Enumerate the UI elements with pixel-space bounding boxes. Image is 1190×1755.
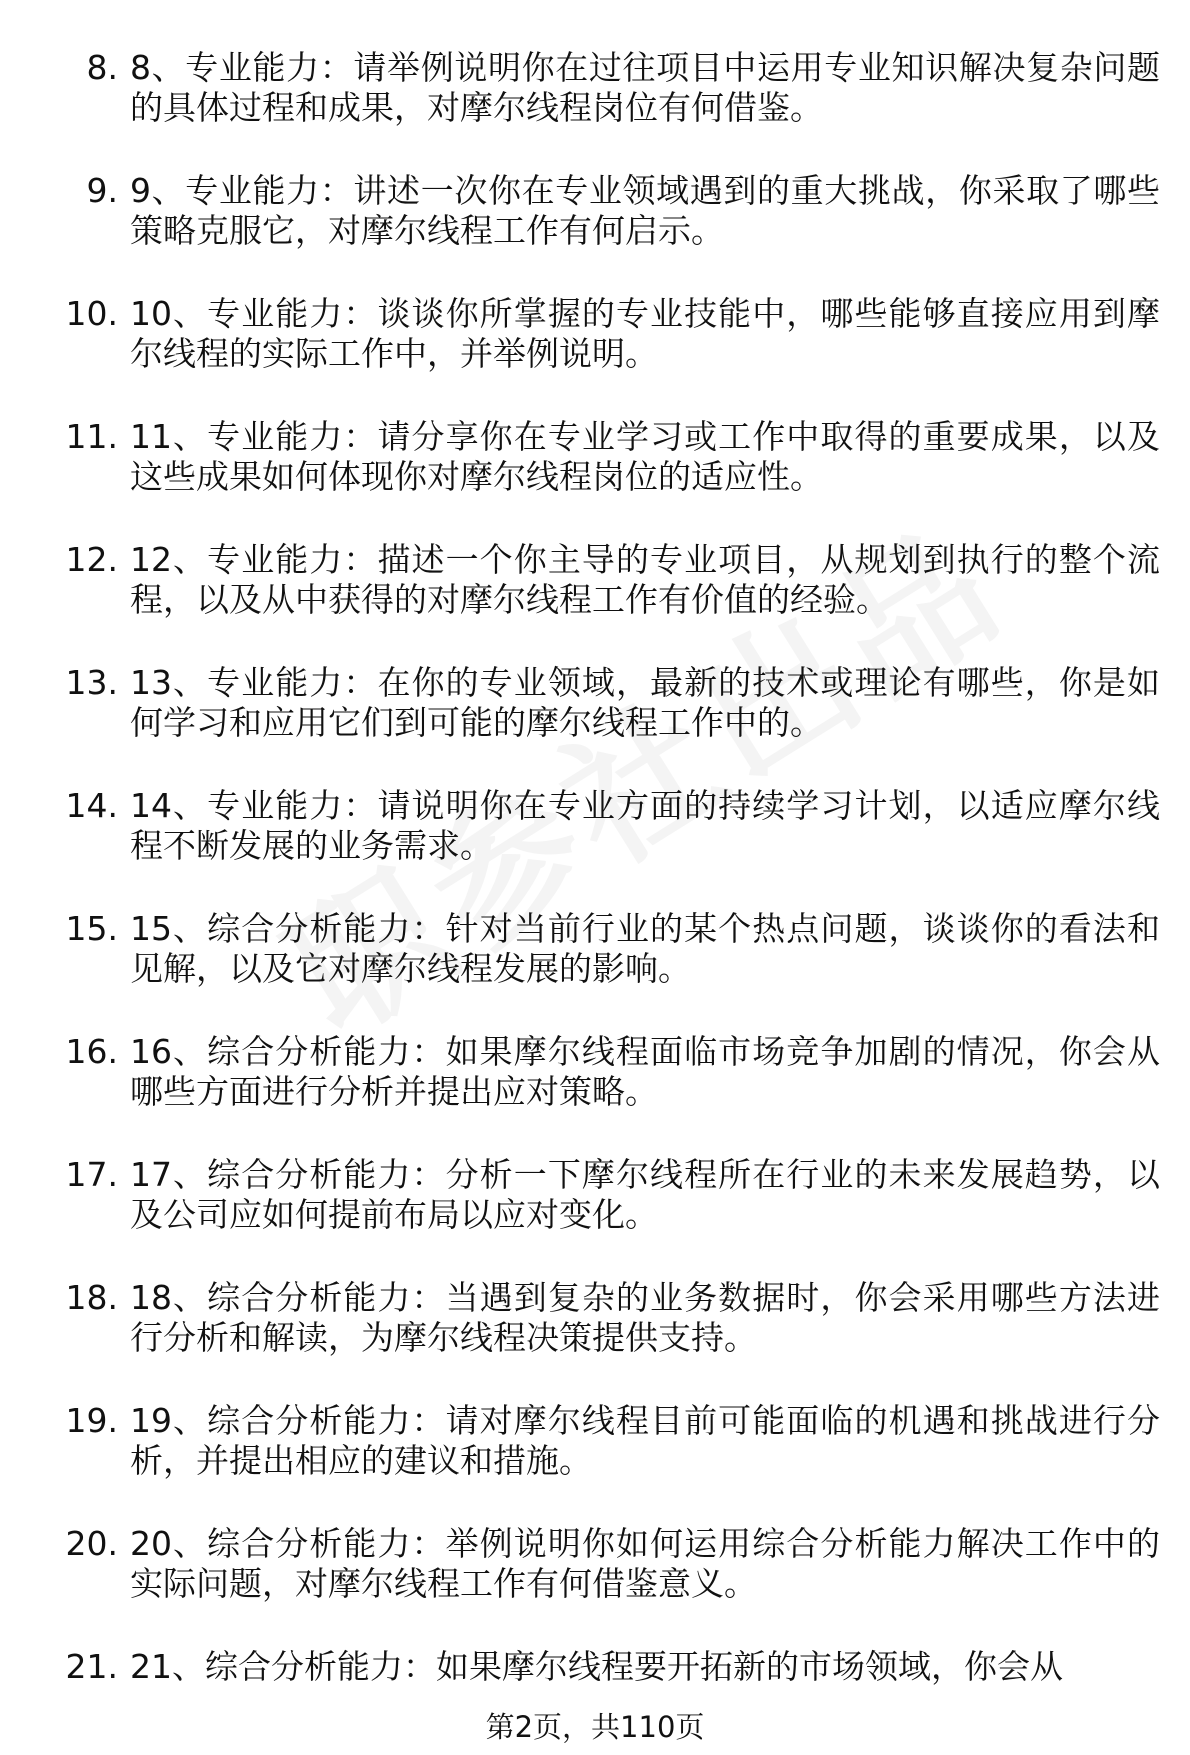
list-item	[0, 171, 1190, 294]
list-item-number: 15.	[65, 909, 118, 948]
list-item-number: 11.	[65, 417, 118, 456]
list-item-number: 13.	[65, 663, 118, 702]
list-item	[0, 1032, 1190, 1155]
question-text: 8、专业能力：请举例说明你在过往项目中运用专业知识解决复杂问题的具体过程和成果，对摩尔线程岗位有何借鉴。	[130, 48, 1160, 127]
list-item	[0, 1278, 1190, 1401]
list-item-number: 12.	[65, 540, 118, 579]
question-text: 14、专业能力：请说明你在专业方面的持续学习计划，以适应摩尔线程不断发展的业务需求。	[130, 786, 1160, 865]
question-text: 10、专业能力：谈谈你所掌握的专业技能中，哪些能够直接应用到摩尔线程的实际工作中，并举例说明。	[130, 294, 1160, 373]
question-text: 20、综合分析能力：举例说明你如何运用综合分析能力解决工作中的实际问题，对摩尔线程工作有何借鉴意义。	[130, 1524, 1160, 1603]
list-item	[0, 786, 1190, 909]
list-item	[0, 909, 1190, 1032]
list-item	[0, 1155, 1190, 1278]
question-text: 11、专业能力：请分享你在专业学习或工作中取得的重要成果，以及这些成果如何体现你对摩尔线程岗位的适应性。	[130, 417, 1160, 496]
list-item-number: 16.	[65, 1032, 118, 1071]
list-item	[0, 417, 1190, 540]
list-item-number: 14.	[65, 786, 118, 825]
question-text: 18、综合分析能力：当遇到复杂的业务数据时，你会采用哪些方法进行分析和解读，为摩尔线程决策提供支持。	[130, 1278, 1160, 1357]
question-text: 13、专业能力：在你的专业领域，最新的技术或理论有哪些，你是如何学习和应用它们到可能的摩尔线程工作中的。	[130, 663, 1160, 742]
question-text: 15、综合分析能力：针对当前行业的某个热点问题，谈谈你的看法和见解，以及它对摩尔线程发展的影响。	[130, 909, 1160, 988]
list-item-number: 20.	[65, 1524, 118, 1563]
question-text: 21、综合分析能力：如果摩尔线程要开拓新的市场领域，你会从	[130, 1647, 1063, 1686]
list-item-number: 18.	[65, 1278, 118, 1317]
question-text: 12、专业能力：描述一个你主导的专业项目，从规划到执行的整个流程，以及从中获得的对摩尔线程工作有价值的经验。	[130, 540, 1160, 619]
list-item-number: 9.	[86, 171, 118, 210]
list-item	[0, 1401, 1190, 1524]
list-item	[0, 540, 1190, 663]
question-list	[0, 48, 1190, 1755]
question-text: 17、综合分析能力：分析一下摩尔线程所在行业的未来发展趋势，以及公司应如何提前布局以应对变化。	[130, 1155, 1160, 1234]
list-item-number: 21.	[65, 1647, 118, 1686]
page-footer: 第2页，共110页	[485, 1710, 705, 1744]
question-text: 19、综合分析能力：请对摩尔线程目前可能面临的机遇和挑战进行分析，并提出相应的建议和措施。	[130, 1401, 1160, 1480]
list-item	[0, 294, 1190, 417]
list-item-number: 8.	[86, 48, 118, 87]
list-item	[0, 663, 1190, 786]
list-item	[0, 1524, 1190, 1647]
list-item-number: 19.	[65, 1401, 118, 1440]
question-text: 9、专业能力：讲述一次你在专业领域遇到的重大挑战，你采取了哪些策略克服它，对摩尔线程工作有何启示。	[130, 171, 1160, 250]
list-item-number: 17.	[65, 1155, 118, 1194]
list-item-number: 10.	[65, 294, 118, 333]
question-text: 16、综合分析能力：如果摩尔线程面临市场竞争加剧的情况，你会从哪些方面进行分析并提出应对策略。	[130, 1032, 1160, 1111]
list-item	[0, 48, 1190, 171]
